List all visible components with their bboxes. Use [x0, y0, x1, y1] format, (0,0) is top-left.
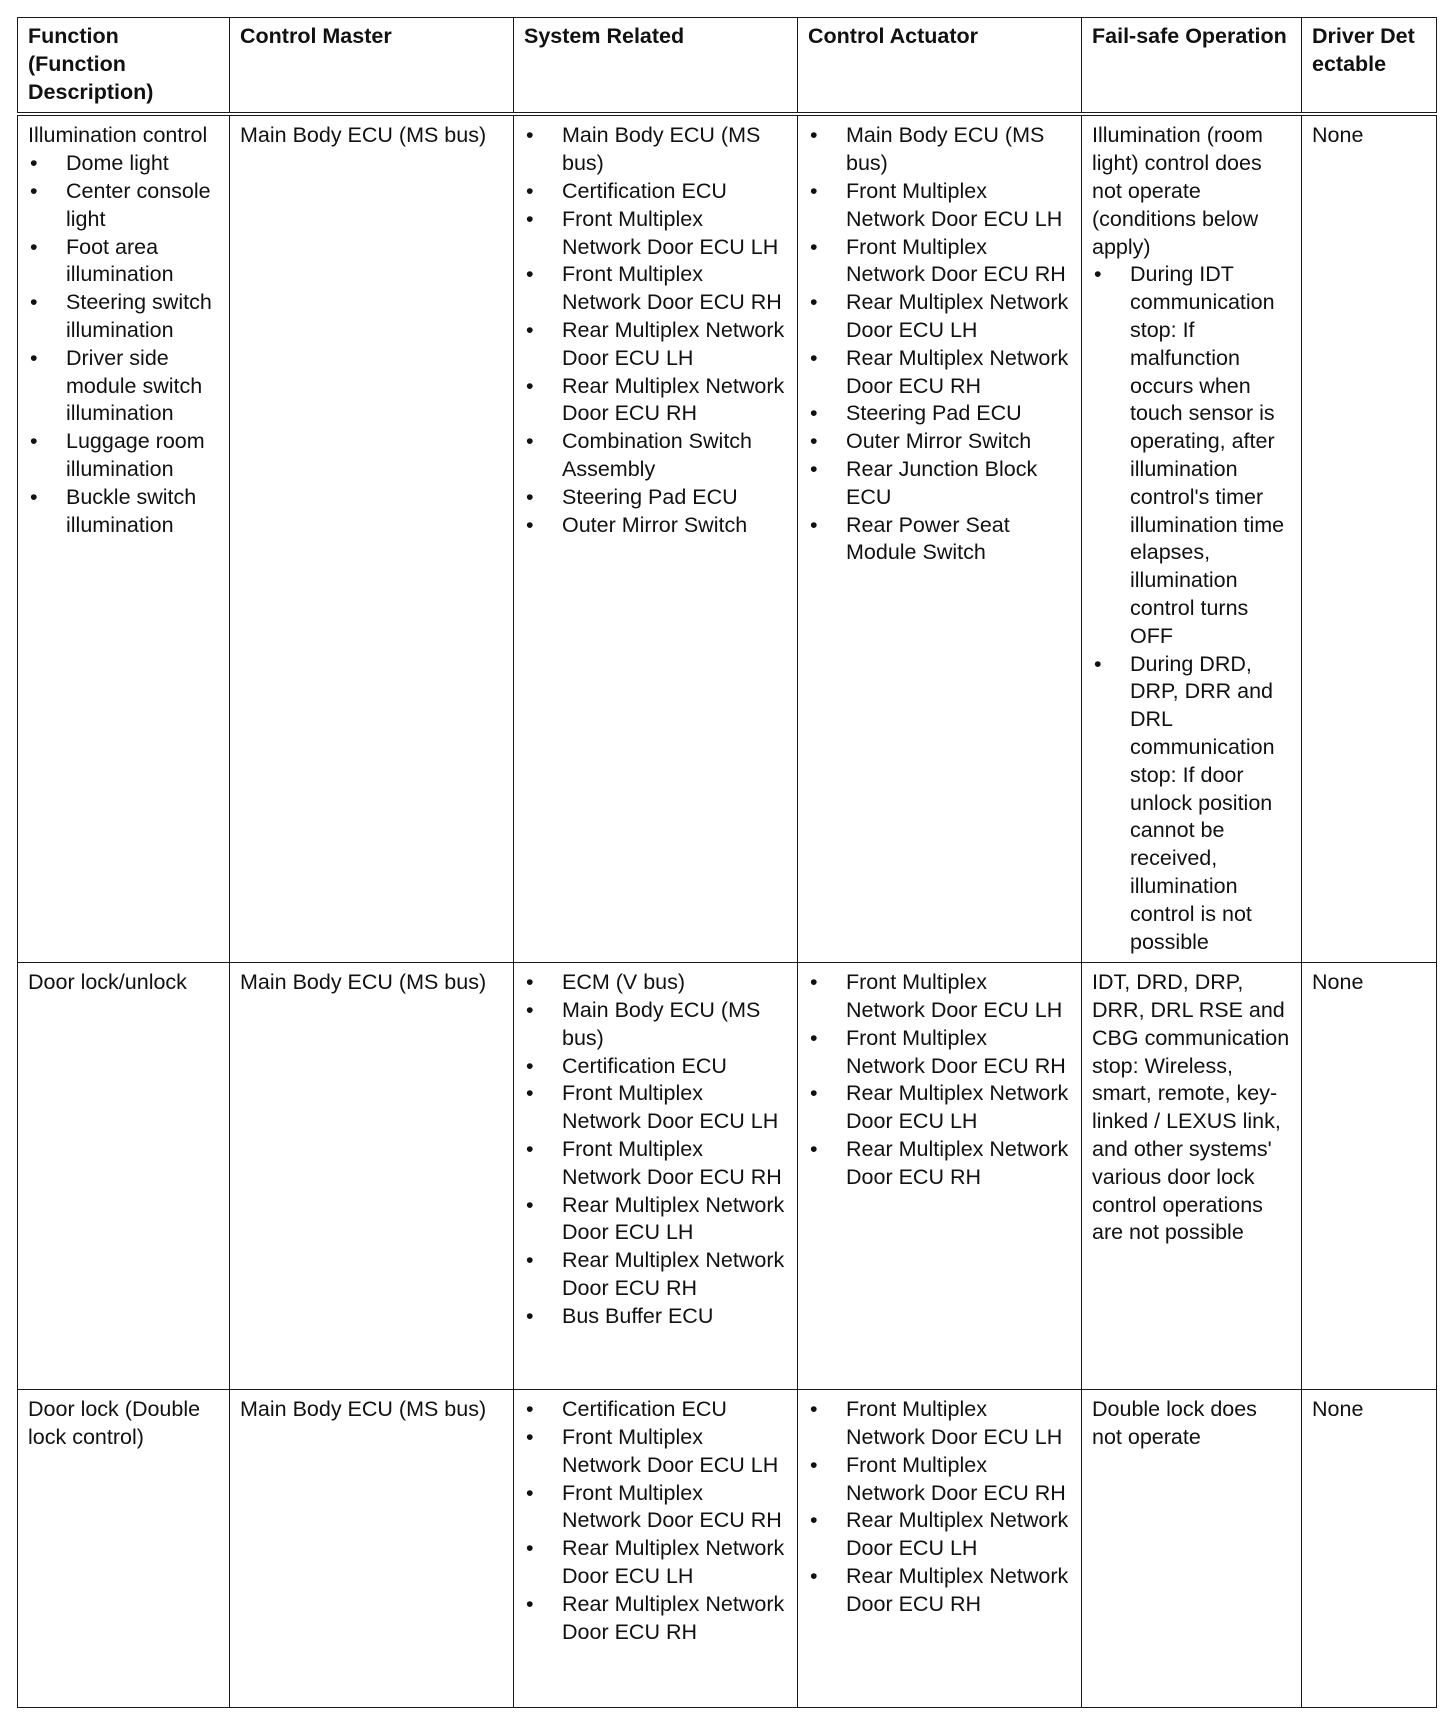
- list-item: • Certification ECU: [524, 1396, 787, 1424]
- list-item: • Rear Power Seat Module Switch: [808, 512, 1071, 568]
- driver-detectable-cell: None: [1302, 1390, 1437, 1708]
- list-item: • Front Multiplex Network Door ECU LH: [524, 1424, 787, 1480]
- function-cell: Door lock/unlock: [18, 963, 230, 1390]
- list-item: • Rear Multiplex Network Door ECU LH: [808, 1080, 1071, 1136]
- control-actuator-cell: [798, 963, 1082, 1390]
- control-actuator-cell: [798, 114, 1082, 962]
- list-item: • Rear Multiplex Network Door ECU RH: [808, 345, 1071, 401]
- table-row: [18, 114, 1437, 962]
- control-actuator-cell: [798, 1390, 1082, 1708]
- list-item: • Rear Multiplex Network Door ECU LH: [524, 1535, 787, 1591]
- list-item: • Steering switch illumination: [28, 289, 219, 345]
- list-item: • Outer Mirror Switch: [808, 428, 1071, 456]
- header-system-related: System Related: [514, 18, 798, 115]
- list-item: • Buckle switch illumination: [28, 484, 219, 540]
- function-table: [17, 17, 1437, 1708]
- fail-safe-list: [1092, 261, 1291, 956]
- control-master-cell: Main Body ECU (MS bus): [230, 1390, 514, 1708]
- list-item: • Steering Pad ECU: [524, 484, 787, 512]
- system-related-cell: [514, 114, 798, 962]
- list-item: • Front Multiplex Network Door ECU LH: [524, 206, 787, 262]
- list-item: • Certification ECU: [524, 1053, 787, 1081]
- function-cell: Door lock (Double lock control): [18, 1390, 230, 1708]
- system-related-list: [524, 1396, 787, 1646]
- list-item: • Front Multiplex Network Door ECU RH: [808, 234, 1071, 290]
- list-item: • Main Body ECU (MS bus): [524, 122, 787, 178]
- list-item: • Certification ECU: [524, 178, 787, 206]
- system-related-cell: [514, 963, 798, 1390]
- fail-safe-cell: Double lock does not operate: [1082, 1390, 1302, 1708]
- list-item: • Rear Multiplex Network Door ECU LH: [524, 1192, 787, 1248]
- list-item: • ECM (V bus): [524, 969, 787, 997]
- list-item: • Front Multiplex Network Door ECU RH: [524, 1480, 787, 1536]
- list-item: • Center console light: [28, 178, 219, 234]
- list-item: • Driver side module switch illumination: [28, 345, 219, 428]
- control-actuator-list: [808, 122, 1071, 567]
- list-item: • Luggage room illumination: [28, 428, 219, 484]
- control-master-cell: Main Body ECU (MS bus): [230, 963, 514, 1390]
- list-item: • Front Multiplex Network Door ECU RH: [808, 1025, 1071, 1081]
- list-item: • Bus Buffer ECU: [524, 1303, 787, 1331]
- list-item: • Rear Multiplex Network Door ECU RH: [524, 1247, 787, 1303]
- fail-safe-cell: [1082, 114, 1302, 962]
- header-row: [18, 18, 1437, 115]
- list-item: • During IDT communication stop: If malfunction occurs when touch sensor is operating, after illumination control's timer illumination time elapses, illumination control turns OFF: [1092, 261, 1291, 650]
- fail-safe-cell: IDT, DRD, DRP, DRR, DRL RSE and CBG communication stop: Wireless, smart, remote, key-linked / LEXUS link, and other systems' various door lock control operations are not possible: [1082, 963, 1302, 1390]
- list-item: • Rear Multiplex Network Door ECU RH: [808, 1563, 1071, 1619]
- list-item: • Front Multiplex Network Door ECU RH: [524, 261, 787, 317]
- driver-detectable-cell: None: [1302, 963, 1437, 1390]
- driver-detectable-cell: None: [1302, 114, 1437, 962]
- list-item: • Outer Mirror Switch: [524, 512, 787, 540]
- list-item: • Front Multiplex Network Door ECU LH: [808, 178, 1071, 234]
- list-item: • Front Multiplex Network Door ECU RH: [808, 1452, 1071, 1508]
- table-row: [18, 1390, 1437, 1708]
- list-item: • Main Body ECU (MS bus): [524, 997, 787, 1053]
- header-fail-safe-operation: Fail-safe Operation: [1082, 18, 1302, 115]
- function-label: Illumination control: [28, 123, 208, 148]
- header-control-actuator: Control Actuator: [798, 18, 1082, 115]
- control-actuator-list: [808, 969, 1071, 1191]
- list-item: • Combination Switch Assembly: [524, 428, 787, 484]
- list-item: • During DRD, DRP, DRR and DRL communication stop: If door unlock position cannot be received, illumination control is not possible: [1092, 651, 1291, 957]
- list-item: • Front Multiplex Network Door ECU LH: [808, 1396, 1071, 1452]
- list-item: • Foot area illumination: [28, 234, 219, 290]
- system-related-list: [524, 122, 787, 539]
- list-item: • Front Multiplex Network Door ECU LH: [808, 969, 1071, 1025]
- list-item: • Rear Multiplex Network Door ECU RH: [524, 1591, 787, 1647]
- list-item: • Rear Multiplex Network Door ECU LH: [808, 289, 1071, 345]
- list-item: • Rear Multiplex Network Door ECU RH: [524, 373, 787, 429]
- list-item: • Rear Multiplex Network Door ECU LH: [808, 1507, 1071, 1563]
- function-cell: [18, 114, 230, 962]
- list-item: • Rear Multiplex Network Door ECU LH: [524, 317, 787, 373]
- header-driver-detectable: Driver Detectable: [1302, 18, 1437, 115]
- function-table-container: [17, 17, 1437, 1708]
- system-related-list: [524, 969, 787, 1330]
- list-item: • Front Multiplex Network Door ECU RH: [524, 1136, 787, 1192]
- control-master-cell: Main Body ECU (MS bus): [230, 114, 514, 962]
- list-item: • Dome light: [28, 150, 219, 178]
- fail-safe-text: Illumination (room light) control does not operate (conditions below apply): [1092, 123, 1263, 259]
- function-items-list: [28, 150, 219, 539]
- header-function: Function (Function Description): [18, 18, 230, 115]
- table-row: [18, 963, 1437, 1390]
- list-item: • Main Body ECU (MS bus): [808, 122, 1071, 178]
- list-item: • Rear Multiplex Network Door ECU RH: [808, 1136, 1071, 1192]
- list-item: • Rear Junction Block ECU: [808, 456, 1071, 512]
- header-control-master: Control Master: [230, 18, 514, 115]
- control-actuator-list: [808, 1396, 1071, 1618]
- list-item: • Front Multiplex Network Door ECU LH: [524, 1080, 787, 1136]
- list-item: • Steering Pad ECU: [808, 400, 1071, 428]
- system-related-cell: [514, 1390, 798, 1708]
